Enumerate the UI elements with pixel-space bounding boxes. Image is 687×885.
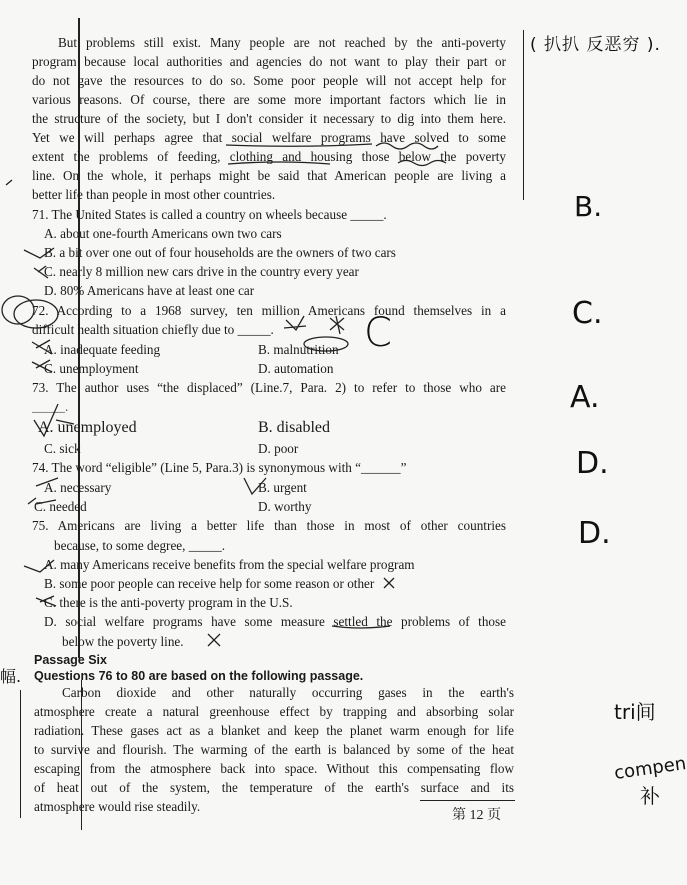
cross-mark-72a [32,340,52,354]
underline-mark [226,144,372,146]
passage-line-1: Carbon dioxide and other naturally occurring gases in the earth's [62,685,514,700]
para1-line-1: But problems still exist. Many people are not reached by the anti-poverty [58,35,506,50]
wavy-underline-mark [376,143,438,149]
q72-stem-1: 72. According to a 1968 survey, ten million Americans found themselves in a [32,303,506,318]
passage-line-2: atmosphere create a natural greenhouse effect by trapping and absorbing solar [34,704,514,719]
page-number: 第 12 页 [452,808,501,823]
q72-option-c: C. unemployment [44,361,139,376]
para1-line-6: Yet we will perhaps agree that social welfare programs have solved to some [32,130,506,145]
passage-line-6: of heat out of the system, the temperature of the earth's surface and its [34,780,514,795]
circle-malnutrition [304,337,348,351]
q75-option-b: B. some poor people can receive help for some reason or other [44,576,375,591]
handwritten-tripe-note: tri间 [614,700,656,724]
cross-75c [36,596,56,606]
handwritten-answer-75: D. [578,516,611,551]
underline-clothing [228,162,330,164]
q75-stem-1: 75. Americans are living a better life than those in most of other countries [32,518,506,533]
cross-mark [34,266,48,278]
q72-option-d: D. automation [258,361,334,376]
tick-73a [34,404,58,436]
q73-option-c: C. sick [44,441,81,456]
q75-option-c: C. there is the anti-poverty program in the U.S. [44,595,293,610]
dash-73 [56,420,74,424]
q73-option-d: D. poor [258,441,299,456]
para1-line-5: the structure of the society, but I don't consider it necessary to dig into them here. [32,111,506,126]
q75-option-d-1: D. social welfare programs have some measure settled the problems of those [44,614,506,629]
q71-option-a: A. about one-fourth Americans own two cars [44,226,282,241]
handwritten-left-char: 幅. [0,667,22,686]
q74-option-b: B. urgent [258,480,307,495]
cross-74a [36,478,58,486]
handwritten-answer-72: C. [572,296,603,331]
dot-mark [6,180,12,185]
q74-option-d: D. worthy [258,499,312,514]
x-mark-75b [384,578,394,588]
q74-option-c: C. needed [34,499,87,514]
q72-stem-2: difficult health situation chiefly due to _____. [32,322,274,337]
handwritten-top-note: ( 扒扒 反恶穷 ). [530,35,661,55]
q73-stem-2: _____. [32,399,69,414]
para1-line-4: various reasons. Of course, there are some more important factors which lie in [32,92,506,107]
handwritten-compen-note: compen [612,753,687,784]
q71-option-b: B. a bit over one out of four households are the owners of two cars [44,245,396,260]
q73-option-a: A. unemployed [38,419,137,436]
tick-74b [244,478,266,494]
handwritten-compen-sub: 补 [640,784,660,808]
q73-stem-1: 73. The author uses “the displaced” (Line.7, Para. 2) to refer to those who are [32,380,506,395]
q75-option-d-2: below the poverty line. [62,634,184,649]
q71-option-d: D. 80% Americans have at least one car [44,283,255,298]
para1-line-7: extent the problems of feeding, clothing and housing those below the poverty [32,149,506,164]
handwritten-answer-71: B. [574,190,603,223]
passage-line-5: escaping from the atmosphere back into space. Without this compensating flow [34,761,514,776]
wavy-underline-poverty [398,161,446,166]
cross-mark-72c [32,360,52,372]
tick-75a [24,560,54,572]
q72-option-a: A. inadequate feeding [44,342,161,357]
q75-stem-2: because, to some degree, _____. [54,538,226,553]
q71-option-c: C. nearly 8 million new cars drive in the country every year [44,264,359,279]
q71-stem: 71. The United States is called a country on wheels because _____. [32,207,387,222]
star-mark [284,316,306,330]
q74-stem: 74. The word “eligible” (Line 5, Para.3) is synonymous with “______” [32,460,407,475]
x-mark-75d [208,634,220,646]
q74-option-a: A. necessary [44,480,112,495]
q75-option-a: A. many Americans receive benefits from the special welfare program [44,557,415,572]
handwritten-answer-74: D. [576,446,609,481]
handwritten-circle-letter: C [364,310,392,356]
underline-settled [332,626,390,628]
passage-line-7: atmosphere would rise steadily. [34,799,201,814]
star-mark-2 [330,316,344,334]
tick-mark [24,248,54,258]
q72-option-b: B. malnutrition [258,342,339,357]
cross-74c [28,498,56,504]
passage-line-4: to survive and flourish. The warming of the earth is balanced by some of the heat [34,742,514,757]
passage-instructions: Questions 76 to 80 are based on the following passage. [34,669,364,683]
passage-title: Passage Six [34,653,107,667]
circle-mark-2 [14,300,58,328]
handwritten-answer-73: A. [570,380,600,415]
passage-line-3: radiation. These gases act as a blanket and keep the planet warm enough for life [34,723,514,738]
para1-line-8: line. On the whole, it perhaps might be said that American people are living a [32,168,506,183]
para1-line-9: better life than people in most other countries. [32,187,276,202]
q73-option-b: B. disabled [258,419,330,436]
para1-line-2: program because local authorities and agencies do not want to play their part or [32,54,506,69]
para1-line-3: do not gave the resources to do so. Some poor people will not accept help for [32,73,506,88]
